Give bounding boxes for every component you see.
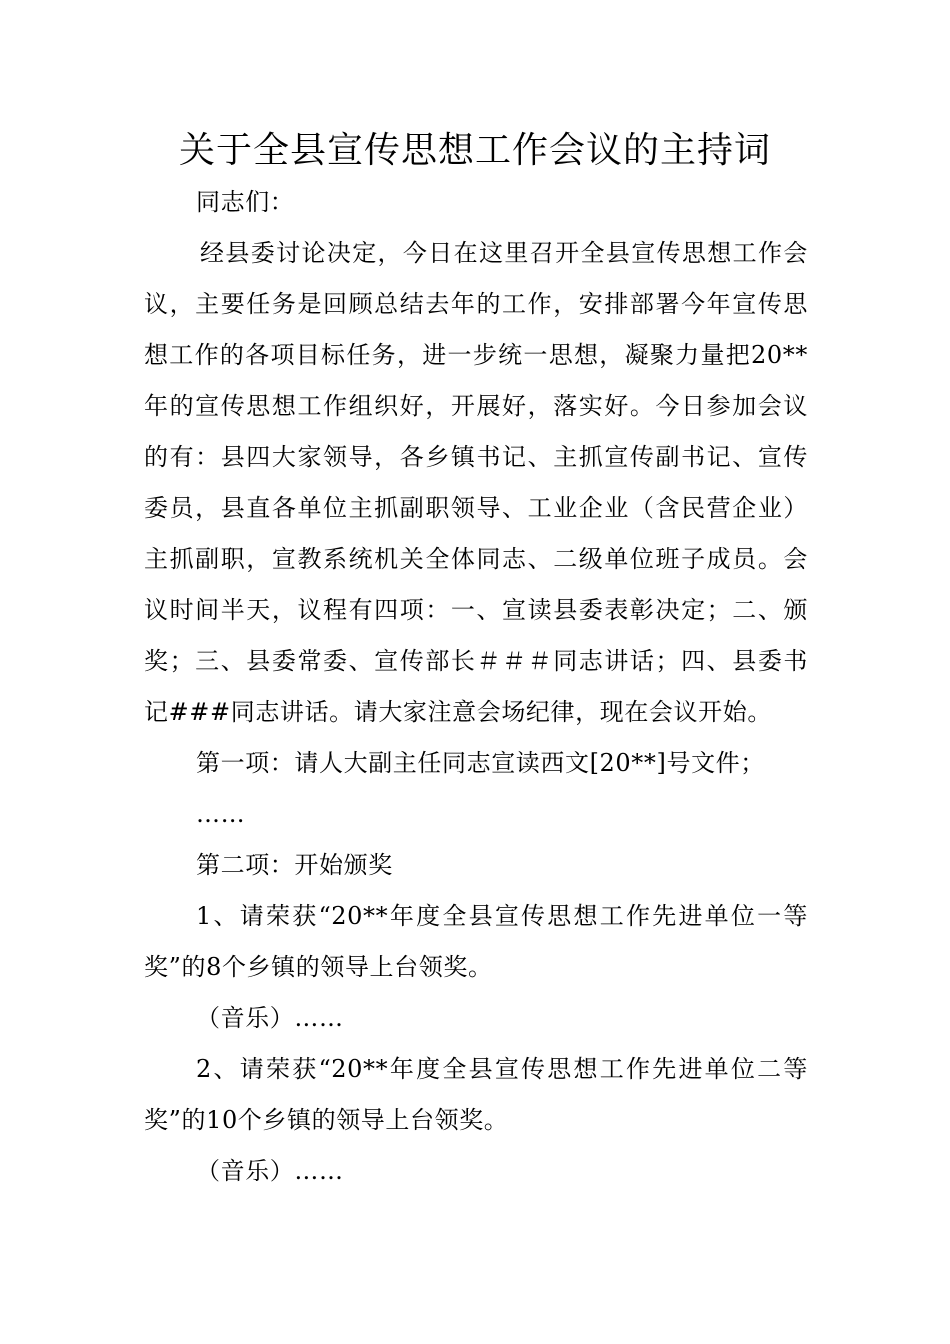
agenda-item-2-paragraph: 第二项：开始颁奖: [196, 851, 393, 879]
award-first-prize-paragraph: 1、请荣获“20**年度全县宣传思想工作先进单位一等奖”的8个乡镇的领导上台领奖。: [144, 902, 808, 981]
agenda-item-1-paragraph: 第一项：请人大副主任同志宣读西文[20**]号文件；: [196, 749, 765, 777]
music-note-paragraph: （音乐）……: [196, 1157, 344, 1185]
music-note-paragraph: （音乐）……: [196, 1004, 344, 1032]
document-title: 关于全县宣传思想工作会议的主持词: [178, 130, 771, 171]
ellipsis-paragraph: ……: [196, 800, 246, 828]
opening-paragraph: 经县委讨论决定，今日在这里召开全县宣传思想工作会议，主要任务是回顾总结去年的工作，安排部署今年宣传思想工作的各项目标任务，进一步统一思想，凝聚力量把20**年的宣传思想工作组织好，开展好，落实好。今日参加会议的有：县四大家领导，各乡镇书记、主抓宣传副书记、宣传委员，县直各单位主抓副职领导、工业企业（含民营企业）主抓副职，宣教系统机关全体同志、二级单位班子成员。会议时间半天，议程有四项：一、宣读县委表彰决定；二、颁奖；三、县委常委、宣传部长＃＃＃同志讲话；四、县委书记###同志讲话。请大家注意会场纪律，现在会议开始。: [144, 239, 808, 726]
document-body: [144, 177, 808, 1197]
award-second-prize-paragraph: 2、请荣获“20**年度全县宣传思想工作先进单位二等奖”的10个乡镇的领导上台领奖。: [144, 1055, 808, 1134]
salutation-paragraph: 同志们：: [196, 188, 295, 216]
